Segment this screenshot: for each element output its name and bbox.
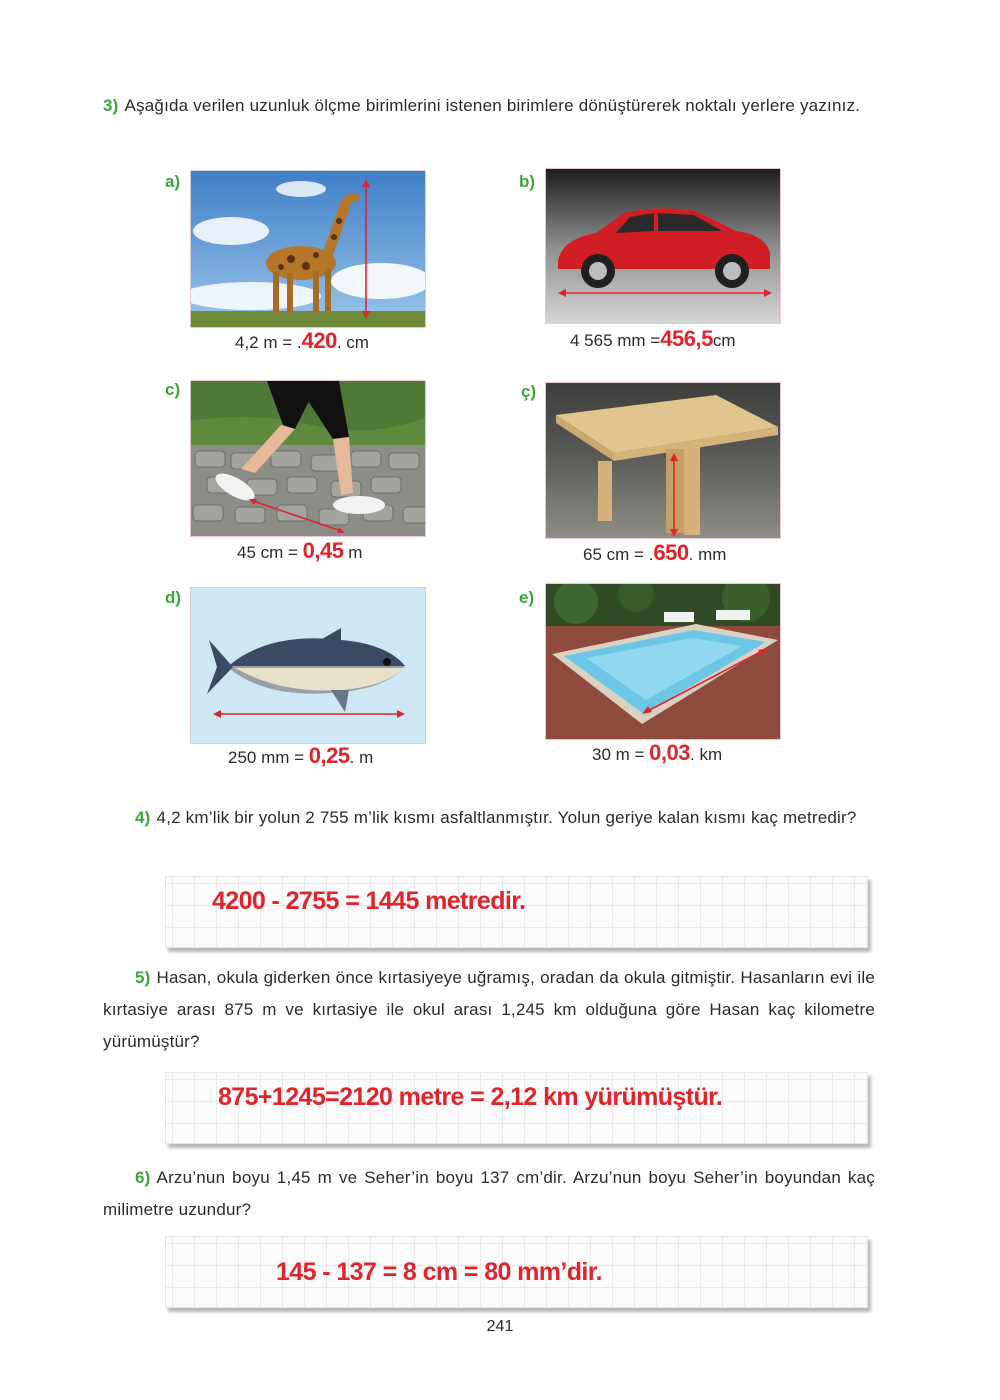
item-b-letter: b) [519, 172, 536, 191]
page-number: 241 [486, 1318, 514, 1335]
item-c-caption: 45 cm = 0,45 m [237, 538, 363, 563]
q5-answer-box [165, 1072, 868, 1144]
q5-answer: 875+1245=2120 metre = 2,12 km yürümüştür. [218, 1083, 723, 1111]
wooden-table-image [545, 382, 781, 539]
q4-text: 4) 4,2 km’lik bir yolun 2 755 m’lik kısmı asfaltlanmıştır. Yolun geriye kalan kısmı kaç metredir? [135, 808, 857, 827]
item-c-answer: 0,45 [302, 538, 344, 563]
q5-text: 5) Hasan, okula giderken önce kırtasiyeye uğramış, oradan da okula gitmiştir. Hasanların evi ile kırtasiye arası 875 m ve kırtasiye ile okul arası 1,245 km olduğuna göre Hasan kaç kilometre yürümüştür? [103, 968, 875, 1051]
q4-answer-box [165, 876, 868, 948]
item-cc-answer: 650 [653, 540, 689, 565]
q6-answer: 145 - 137 = 8 cm = 80 mm’dir. [276, 1258, 602, 1286]
item-a-answer: 420 [301, 328, 337, 353]
q6-answer-box [165, 1236, 868, 1308]
item-cc-letter: ç) [521, 382, 537, 401]
walking-legs-image [190, 380, 426, 537]
item-d-answer: 0,25 [308, 743, 350, 768]
q6-number: 6) [135, 1168, 151, 1187]
item-b-answer: 456,5 [660, 326, 713, 351]
item-d-caption: 250 mm = 0,25. m [228, 743, 374, 768]
swimming-pool-image [545, 583, 781, 740]
item-b-caption: 4 565 mm =456,5cm [570, 326, 736, 351]
item-cc-caption: 65 cm = .650. mm [583, 540, 727, 565]
item-a-letter: a) [165, 172, 181, 191]
q4-answer: 4200 - 2755 = 1445 metredir. [212, 887, 526, 915]
q3-text: 3) Aşağıda verilen uzunluk ölçme birimlerini istenen birimlere dönüştürerek noktalı yerlere yazınız. [103, 96, 861, 115]
item-d-letter: d) [165, 588, 182, 607]
q6-text: 6) Arzu’nun boyu 1,45 m ve Seher’in boyu 137 cm’dir. Arzu’nun boyu Seher’in boyundan kaç milimetre uzundur? [103, 1168, 875, 1219]
red-car-image [545, 168, 781, 324]
item-e-letter: e) [519, 588, 535, 607]
q4-number: 4) [135, 808, 151, 827]
q3-number: 3) [103, 96, 119, 115]
item-a-caption: 4,2 m = .420. cm [235, 328, 369, 353]
giraffe-image [190, 170, 426, 328]
item-c-letter: c) [165, 380, 181, 399]
item-e-answer: 0,03 [649, 740, 690, 765]
item-e-caption: 30 m = 0,03. km [592, 740, 723, 765]
tuna-fish-image [190, 587, 426, 744]
q5-number: 5) [135, 968, 151, 987]
